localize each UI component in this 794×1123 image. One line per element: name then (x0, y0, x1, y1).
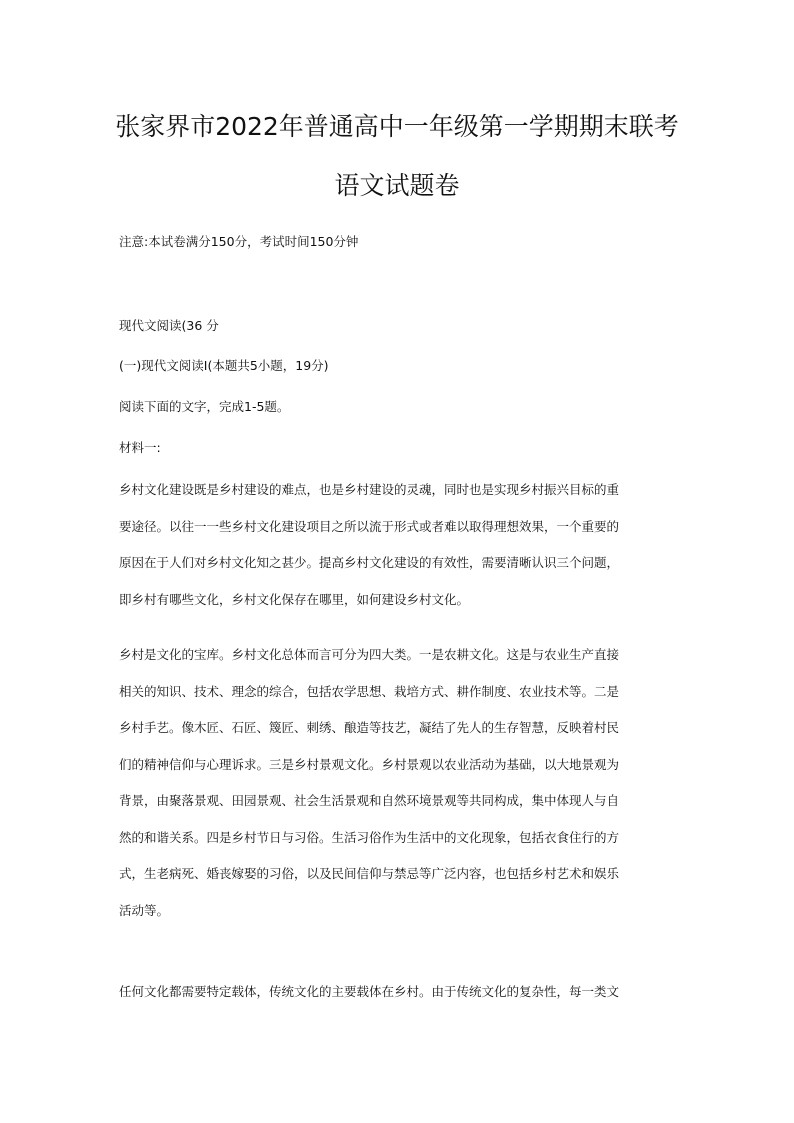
document-subtitle: 语文试题卷 (334, 171, 460, 200)
document-title: 张家界市2022年普通高中一年级第一学期期末联考 (115, 112, 679, 141)
paragraph-line: 即乡村有哪些文化，乡村文化保存在哪里，如何建设乡村文化。 (119, 591, 470, 607)
paragraph-line: 原因在于人们对乡村文化知之甚少。提高乡村文化建设的有效性，需要清晰认识三个问题， (119, 555, 620, 570)
paragraph-line: 们的精神信仰与心理诉求。三是乡村景观文化。乡村景观以农业活动为基础，以大地景观为 (119, 756, 620, 772)
paragraph-2 (119, 647, 679, 939)
reading-instruction: 阅读下面的文字，完成1-5题。 (119, 399, 290, 414)
paragraph-line: 任何文化都需要特定载体，传统文化的主要载体在乡村。由于传统文化的复杂性，每一类文 (119, 984, 620, 999)
paragraph-line: 然的和谐关系。四是乡村节日与习俗。生活习俗作为生活中的文化现象，包括衣食住行的方 (119, 829, 620, 845)
exam-notice: 注意:本试卷满分150分，考试时间150分钟 (119, 234, 359, 249)
paragraph-line: 要途径。以往一一些乡村文化建设项目之所以流于形式或者难以取得理想效果，一个重要的 (119, 518, 620, 534)
paragraph-line: 活动等。 (119, 902, 170, 918)
paragraph-line: 乡村手艺。像木匠、石匠、篾匠、刺绣、酿造等技艺，凝结了先人的生存智慧，反映着村民 (119, 720, 620, 735)
paragraph-3 (119, 984, 679, 1021)
material-label: 材料一: (119, 440, 161, 455)
paragraph-line: 背景，由聚落景观、田园景观、社会生活景观和自然环境景观等共同构成，集中体现人与自 (119, 793, 620, 808)
section-heading: 现代文阅读(36 分 (119, 318, 219, 333)
paragraph-line: 乡村文化建设既是乡村建设的难点，也是乡村建设的灵魂，同时也是实现乡村振兴目标的重 (119, 482, 620, 497)
paragraph-1 (119, 482, 679, 628)
subsection-heading: (一)现代文阅读Ⅰ(本题共5小题，19分) (119, 358, 329, 373)
paragraph-line: 乡村是文化的宝库。乡村文化总体而言可分为四大类。一是农耕文化。这是与农业生产直接 (119, 647, 620, 662)
paragraph-line: 相关的知识、技术、理念的综合，包括农学思想、栽培方式、耕作制度、农业技术等。二是 (119, 683, 620, 699)
paragraph-line: 式，生老病死、婚丧嫁娶的习俗，以及民间信仰与禁忌等广泛内容，也包括乡村艺术和娱乐 (119, 866, 620, 881)
